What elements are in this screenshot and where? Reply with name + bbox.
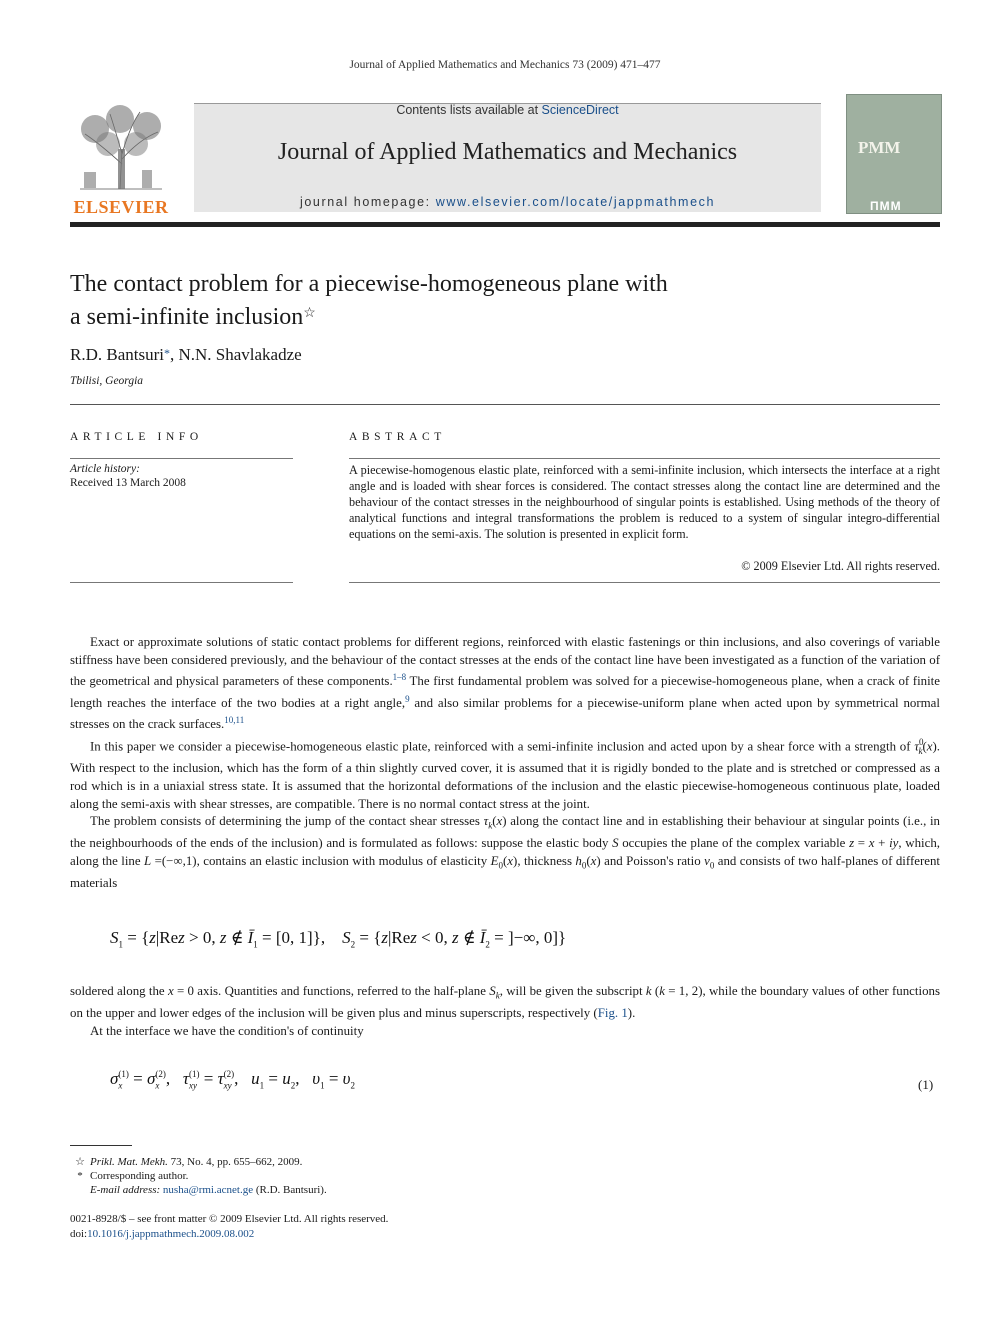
homepage-link[interactable]: www.elsevier.com/locate/jappmathmech: [435, 195, 716, 209]
paragraph-2: In this paper we consider a piecewise-homogeneous elastic plate, reinforced with a semi-infinite inclusion and acted upon by a shear force with a strength of $\tau^0_k(x)$. With respect to the inclusion, which has the form of a thin slightly curved cover, it is assumed that it is rigidly bonded to the plate and is stretched or compressed as a rod which is in a uniaxial stress state. It is assumed that the horizontal deformations of the inclusion and the elastic piecewise-homogeneous continuous plate, loaded along the semi-axis with shear stresses, are compatible. There is no normal contact stress at the joint.: [70, 736, 940, 811]
figure-1-link[interactable]: Fig. 1: [597, 1006, 628, 1021]
article-info-rule: [70, 458, 293, 459]
paragraph-5: At the interface we have the condition's of continuity: [90, 1023, 364, 1038]
footnote-translation: ☆ Prikl. Mat. Mekh. 73, No. 4, pp. 655–662, 2009.: [75, 1156, 303, 1168]
article-title: [70, 270, 830, 332]
email-link[interactable]: nusha@rmi.acnet.ge: [162, 1184, 254, 1196]
equation-continuity: $\sigma_x^{(1)} = \sigma_x^{(2)}$, $\tau_{xy}^{(1)} = \tau_{xy}^{(2)}$, $u_1 = u_2$, $\upsilon_1 = \upsilon_2$: [110, 1069, 355, 1091]
header-rule: [70, 222, 940, 227]
affiliation: Tbilisi, Georgia: [70, 375, 144, 387]
article-info-rule-bottom: [70, 582, 293, 583]
abstract-text: A piecewise-homogenous elastic plate, reinforced with a semi-infinite inclusion, which intersects the interface at a right angle and is loaded with shear forces is considered. The contact stresses along the contact line are determined and the behaviour of the contact stresses in the neighbourhood of singular points is established. Using methods of the theory of analytical functions and integral transformations the problem is reduced to a system of singular integro-differential equations on the semi-axis. The solution is presented in explicit form.: [349, 463, 940, 541]
journal-name: Journal of Applied Mathematics and Mechanics: [277, 139, 738, 165]
doi-link[interactable]: 10.1016/j.jappmathmech.2009.08.002: [87, 1228, 255, 1240]
abstract-rule: [349, 458, 940, 459]
journal-homepage: [194, 195, 821, 209]
footnote-corresponding: * Corresponding author.: [77, 1170, 189, 1182]
copyright: © 2009 Elsevier Ltd. All rights reserved.: [741, 559, 940, 573]
body-text-lower: [70, 983, 940, 1040]
received-date: Received 13 March 2008: [70, 477, 186, 489]
article-info-heading: ARTICLE INFO: [70, 431, 203, 443]
paragraph-1: Exact or approximate solutions of static contact problems for different regions, reinforced with elastic fastenings or thin inclusions, and also coverings of variable stiffness have been considered previously, and the behaviour of the contact stresses at the ends of the contact line have been investigated as a function of the variation of the geometrical and physical parameters of these components.$^{1-8}$ The first fundamental problem was solved for a piecewise-homogeneous plane, when a crack of finite length reaches the interface of the two bodies at a right angle,$^9$ and also similar problems for a piecewise-uniform plane when acted upon by symmetrical normal stresses on the crack surfaces.$^{10,11}$: [70, 635, 940, 732]
running-head: Journal of Applied Mathematics and Mechanics 73 (2009) 471–477: [349, 59, 661, 71]
footnote-rule: [70, 1145, 132, 1146]
author-1: R.D. Bantsuri: [70, 345, 164, 364]
homepage-prefix: journal homepage:: [299, 195, 436, 209]
sciencedirect-link[interactable]: ScienceDirect: [541, 103, 619, 117]
contents-prefix: Contents lists available at: [396, 103, 542, 117]
cover-title: PMM: [858, 138, 901, 157]
body-text-upper: [70, 634, 940, 893]
title-line-1: The contact problem for a piecewise-homogeneous plane with: [70, 271, 668, 297]
section-divider: [70, 404, 940, 405]
ref-9[interactable]: 9: [405, 693, 410, 704]
ref-10-11[interactable]: 10,11: [224, 715, 245, 726]
authors: [70, 345, 302, 365]
article-history-label: Article history:: [70, 463, 140, 475]
paragraph-3: The problem consists of determining the jump of the contact shear stresses $\tau_k(x)$ along the contact line and in establishing their behaviour at singular points (i.e., in the neighbourhoods of the ends of the inclusion) and is formulated as follows: suppose the elastic body S occupies the plane of the complex variable z = x + iy, which, along the line L =(−∞,1), contains an elastic inclusion with modulus of elasticity $E_0(x)$, thickness $h_0(x)$ and Poisson's ratio $\nu_0$ and consists of two half-planes of different materials: [70, 814, 941, 891]
footnote-email: E-mail address: nusha@rmi.acnet.ge (R.D. Bantsuri).: [90, 1184, 327, 1196]
abstract-rule-bottom: [349, 582, 940, 583]
author-2: , N.N. Shavlakadze: [169, 345, 302, 364]
issn-line: 0021-8928/$ – see front matter © 2009 Elsevier Ltd. All rights reserved.: [70, 1213, 389, 1225]
cover-bottom-text: ПММ: [870, 199, 902, 213]
corresponding-author-mark[interactable]: *: [163, 346, 170, 360]
ref-1-8[interactable]: 1–8: [392, 672, 407, 683]
contents-line: [194, 103, 821, 117]
title-footnote-mark[interactable]: ☆: [303, 306, 316, 321]
equation-number-1: (1): [918, 1077, 934, 1092]
paragraph-4: soldered along the x = 0 axis. Quantities and functions, referred to the half-plane $S_k$, will be given the subscript k (k = 1, 2), while the boundary values of other functions on the upper and lower edges of the inclusion will be given plus and minus superscripts, respectively (Fig. 1).: [70, 984, 940, 1021]
abstract-heading: ABSTRACT: [349, 431, 446, 443]
publisher-logo-text: ELSEVIER: [73, 197, 169, 217]
doi-line: doi:10.1016/j.jappmathmech.2009.08.002: [70, 1228, 255, 1240]
title-line-2: a semi-infinite inclusion: [70, 304, 304, 330]
equation-half-planes: $S_1 = \{z|Rez > 0$, z ∉ $Ī_1 = [0$, 1]}, $S_2 = \{z|Rez < 0$, z ∉ $Ī_2$ = ]−∞, 0]}: [110, 928, 567, 950]
